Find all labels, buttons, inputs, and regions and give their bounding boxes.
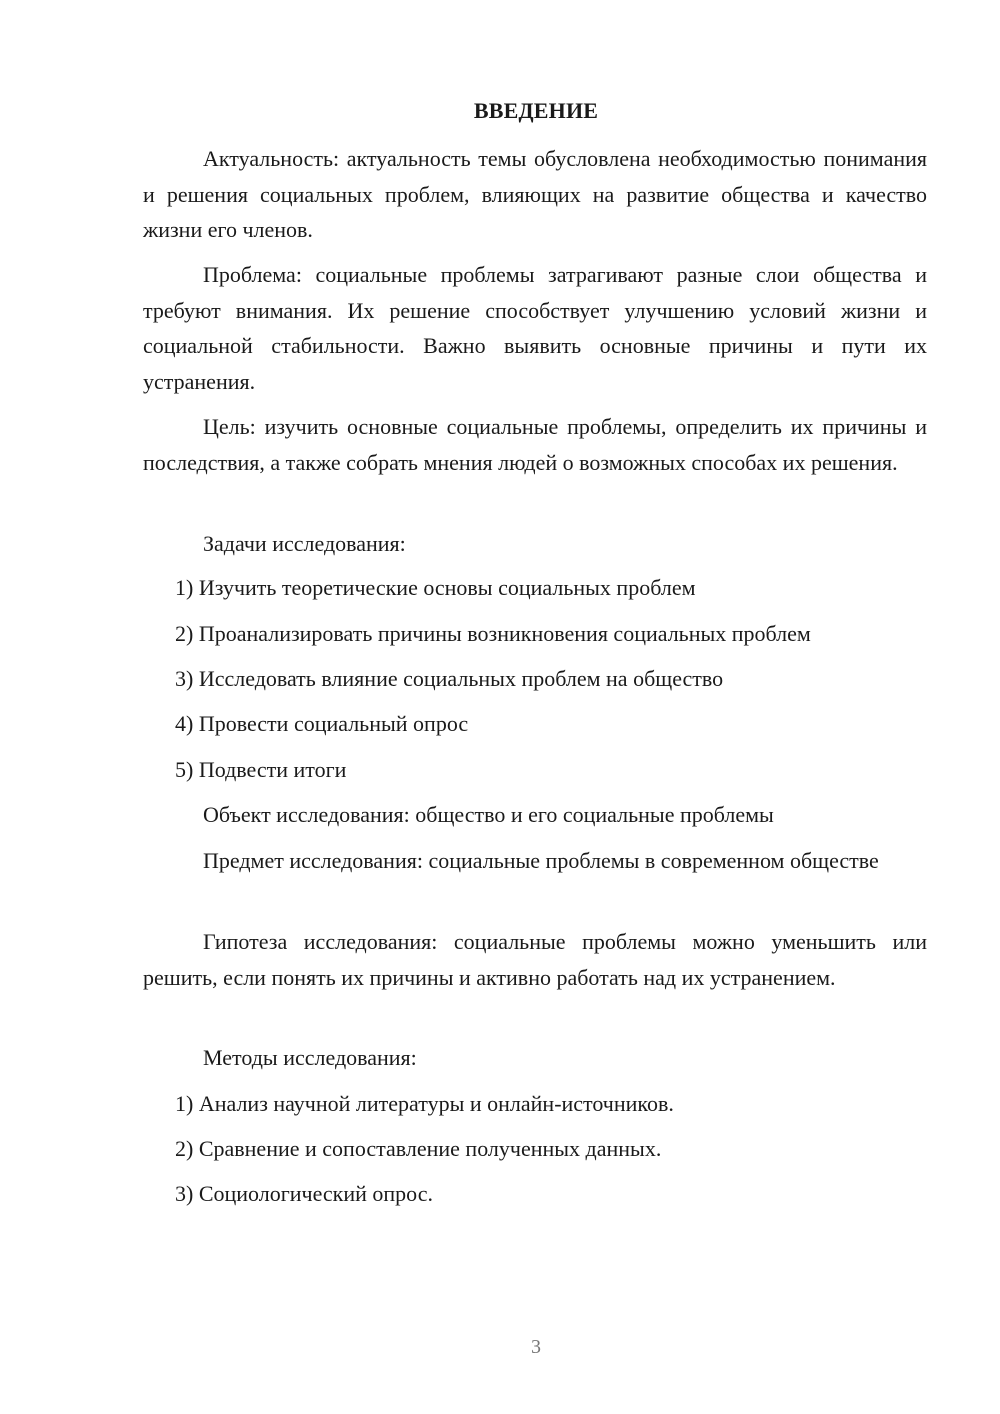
method-item: 2) Сравнение и сопоставление полученных данных. xyxy=(175,1136,662,1161)
goal-paragraph: Цель: изучить основные социальные проблемы, определить их причины и последствия, а также собрать мнения людей о возможных способах их решения. xyxy=(143,414,927,475)
problem-paragraph: Проблема: социальные проблемы затрагивают разные слои общества и требуют внимания. Их решение способствует улучшению условий жизни и социальной стабильности. Важно выявить основные причины и пути их устранения. xyxy=(143,262,927,394)
method-item: 1) Анализ научной литературы и онлайн-источников. xyxy=(175,1091,674,1116)
task-item: 3) Исследовать влияние социальных проблем на общество xyxy=(175,666,724,691)
hypothesis-paragraph: Гипотеза исследования: социальные проблемы можно уменьшить или решить, если понять их причины и активно работать над их устранением. xyxy=(143,929,927,990)
subject-paragraph: Предмет исследования: социальные проблемы в современном обществе xyxy=(203,848,879,873)
section-title: ВВЕДЕНИЕ xyxy=(473,98,599,123)
task-item: 2) Проанализировать причины возникновения социальных проблем xyxy=(175,621,811,646)
methods-heading: Методы исследования: xyxy=(203,1045,417,1070)
task-item: 5) Подвести итоги xyxy=(175,757,347,782)
task-item: 4) Провести социальный опрос xyxy=(175,711,469,736)
tasks-heading: Задачи исследования: xyxy=(203,531,406,556)
relevance-paragraph: Актуальность: актуальность темы обусловлена необходимостью понимания и решения социальных проблем, влияющих на развитие общества и качество жизни его членов. xyxy=(143,146,927,242)
task-item: 1) Изучить теоретические основы социальных проблем xyxy=(175,575,696,600)
object-line: Объект исследования: общество и его социальные проблемы xyxy=(203,802,774,827)
method-item: 3) Социологический опрос. xyxy=(175,1181,433,1206)
page-number: 3 xyxy=(531,1336,541,1358)
